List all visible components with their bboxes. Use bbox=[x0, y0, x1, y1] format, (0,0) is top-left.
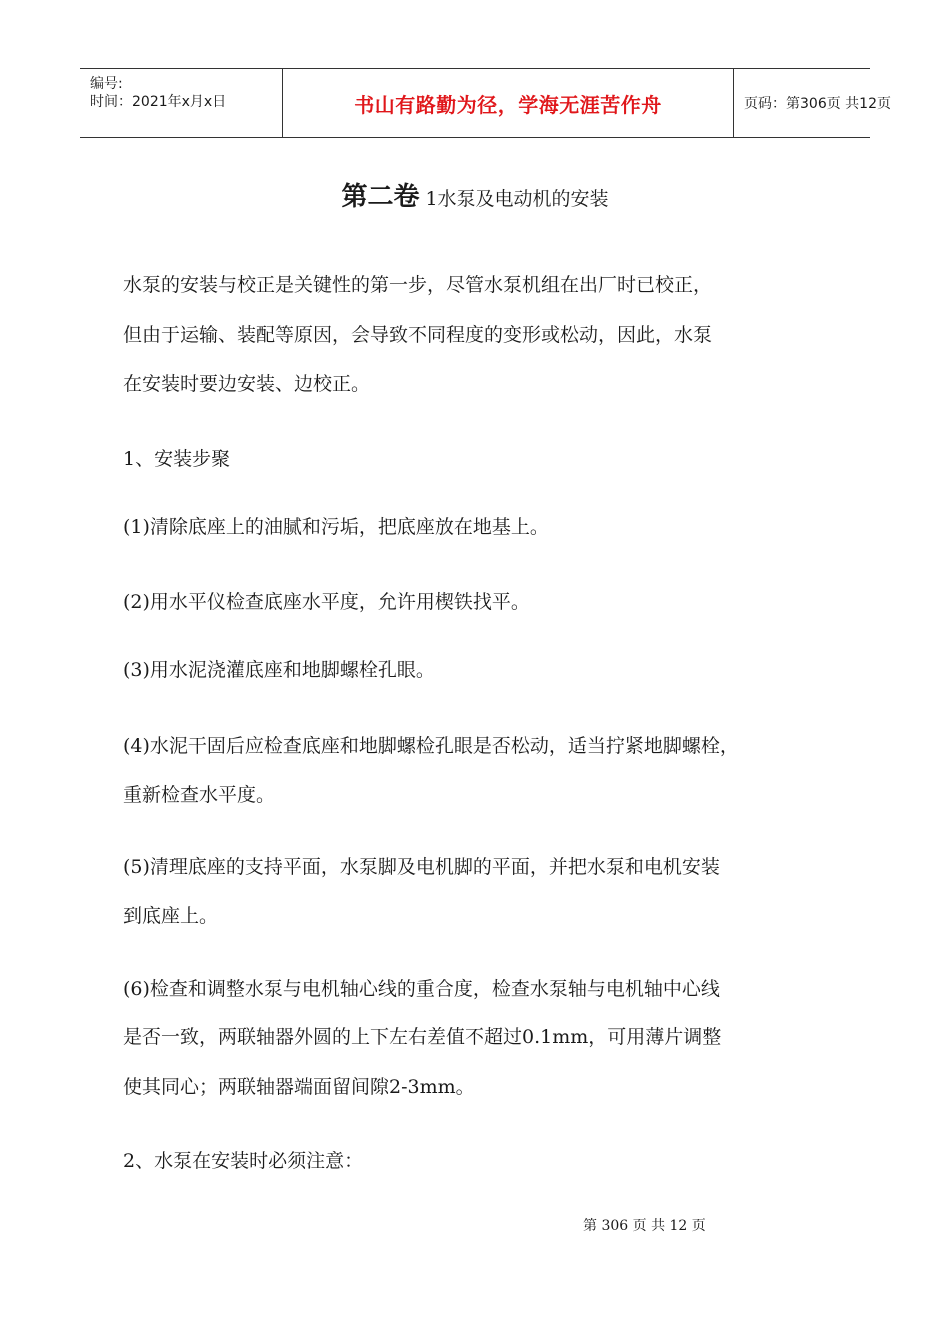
motto: 书山有路勤为径，学海无涯苦作舟 bbox=[282, 69, 734, 137]
paragraph-line: (6)检查和调整水泵与电机轴心线的重合度，检查水泵轴与电机轴中心线 bbox=[123, 978, 720, 1000]
paragraph-line: (1)清除底座上的油腻和污垢，把底座放在地基上。 bbox=[123, 516, 549, 538]
title-text: 1水泵及电动机的安装 bbox=[425, 188, 609, 210]
paragraph-line: (4)水泥干固后应检查底座和地脚螺检孔眼是否松动，适当拧紧地脚螺栓， bbox=[123, 735, 739, 757]
page-info: 页码：第306页 共12页 bbox=[744, 96, 891, 112]
paragraph-line: 到底座上。 bbox=[123, 905, 219, 927]
paragraph-line: (5)清理底座的支持平面，水泵脚及电机脚的平面，并把水泵和电机安装 bbox=[123, 856, 720, 878]
paragraph-line: 重新检查水平度。 bbox=[123, 784, 276, 806]
number-label: 编号: bbox=[90, 76, 123, 92]
page-footer: 第 306 页 共 12 页 bbox=[583, 1218, 706, 1234]
section-heading: 1、安装步聚 bbox=[123, 448, 231, 470]
paragraph-line: 是否一致，两联轴器外圆的上下左右差值不超过0.1mm，可用薄片调整 bbox=[123, 1026, 722, 1048]
time-label: 时间：2021年x月x日 bbox=[90, 94, 227, 110]
paragraph-line: (3)用水泥浇灌底座和地脚螺栓孔眼。 bbox=[123, 659, 435, 681]
title-volume: 第二卷 bbox=[341, 182, 420, 212]
paragraph-line: 在安装时要边安装、边校正。 bbox=[123, 373, 371, 395]
section-heading: 2、水泵在安装时必须注意： bbox=[123, 1150, 364, 1172]
paragraph-line: 但由于运输、装配等原因，会导致不同程度的变形或松动，因此，水泵 bbox=[123, 324, 713, 346]
paragraph-line: (2)用水平仪检查底座水平度，允许用楔铁找平。 bbox=[123, 591, 530, 613]
page-title bbox=[0, 176, 950, 213]
paragraph-line: 使其同心；两联轴器端面留间隙2-3mm。 bbox=[123, 1076, 475, 1098]
header-table bbox=[80, 68, 891, 138]
header-meta bbox=[80, 69, 282, 137]
paragraph-line: 水泵的安装与校正是关键性的第一步，尽管水泵机组在出厂时已校正， bbox=[123, 274, 713, 296]
